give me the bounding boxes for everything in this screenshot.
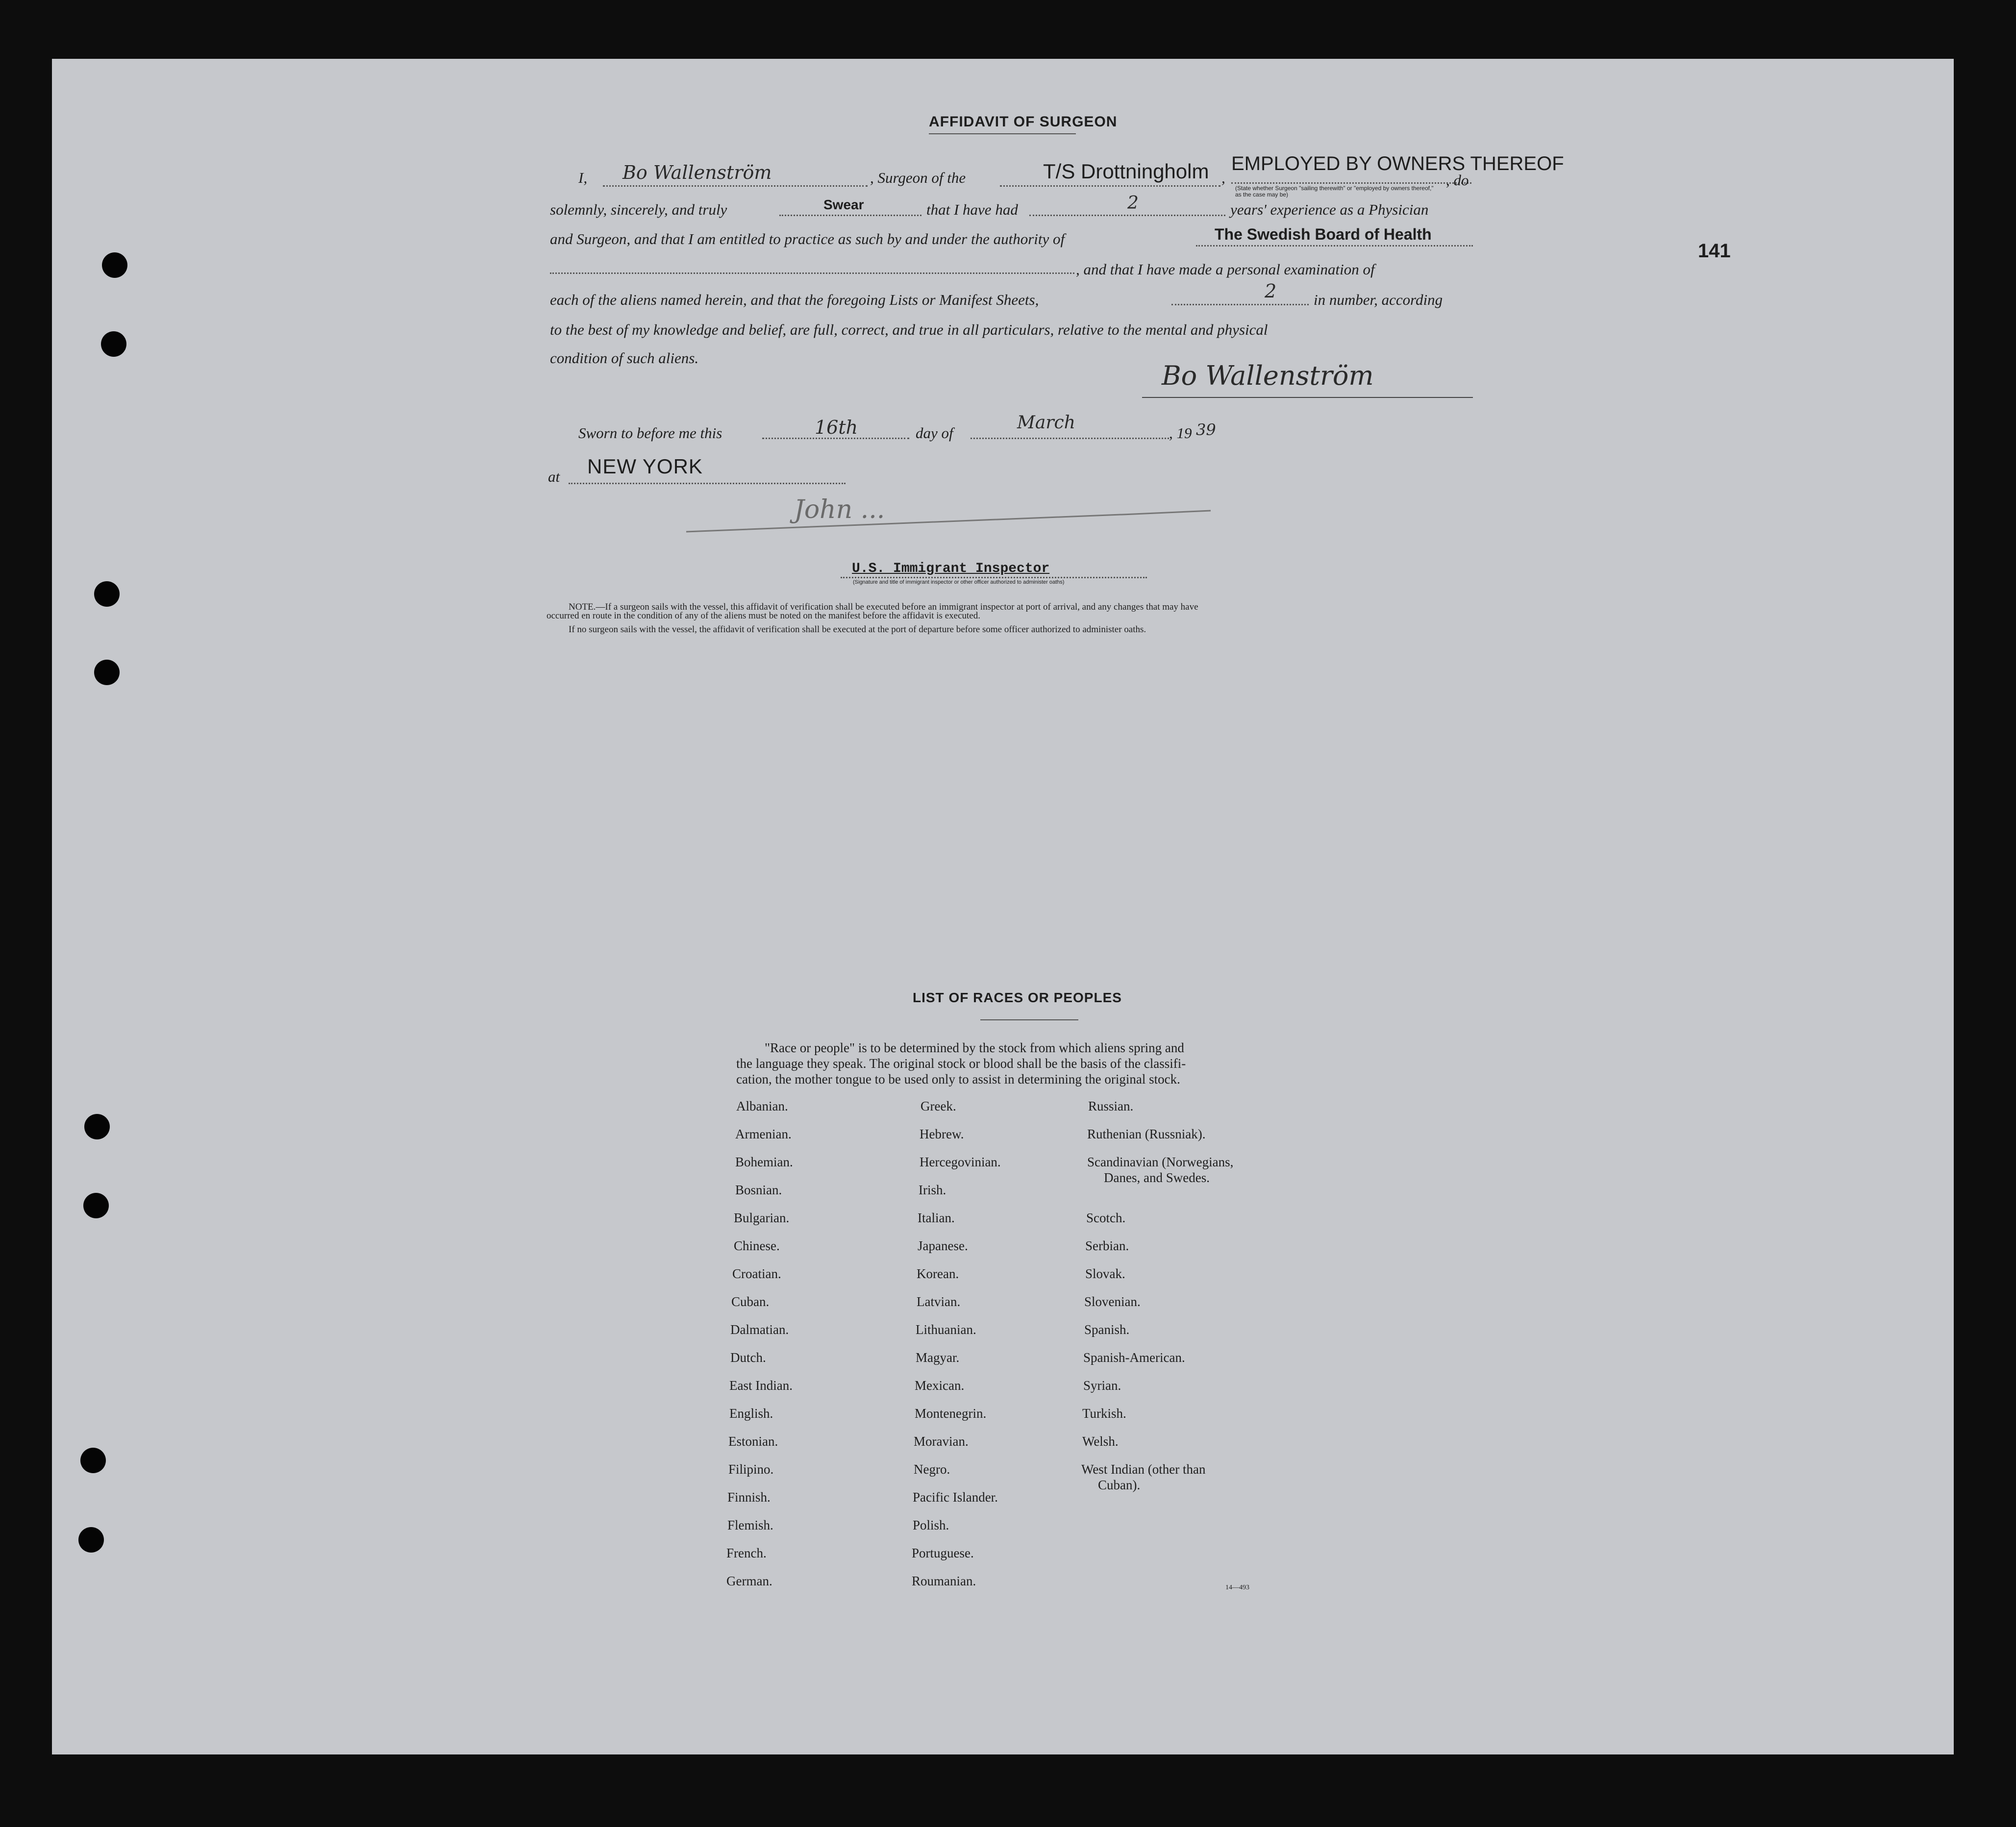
race-item: Pacific Islander.: [913, 1490, 998, 1505]
race-item: Cuban).: [1098, 1478, 1141, 1492]
page-number: 141: [1698, 240, 1731, 262]
title-rule: [929, 133, 1076, 134]
race-item: Russian.: [1088, 1099, 1134, 1113]
race-item: Lithuanian.: [916, 1322, 976, 1337]
vessel-line: [1000, 185, 1220, 187]
race-item: Syrian.: [1083, 1378, 1121, 1393]
line2-c: years' experience as a Physician: [1230, 201, 1429, 218]
binder-hole: [94, 581, 120, 607]
race-item: Finnish.: [727, 1490, 771, 1505]
inspector-title: U.S. Immigrant Inspector: [852, 561, 1050, 576]
race-item: Latvian.: [917, 1294, 961, 1309]
inspector-signature: John ...: [794, 495, 885, 524]
race-item: Korean.: [917, 1266, 959, 1281]
race-item: Bohemian.: [735, 1155, 793, 1169]
race-item: Ruthenian (Russniak).: [1087, 1127, 1206, 1141]
note-line1: NOTE.—If a surgeon sails with the vessel, this affidavit of verification shall be executed before an immigrant inspector at port of arrival, and any changes that may have: [569, 602, 1198, 612]
races-intro-1: "Race or people" is to be determined by the stock from which aliens spring and: [765, 1040, 1184, 1055]
line2-b: that I have had: [926, 201, 1018, 218]
race-item: Slovenian.: [1084, 1294, 1141, 1309]
line3-a: and Surgeon, and that I am entitled to practice as such by and under the authority of: [550, 230, 1065, 247]
race-item: Hebrew.: [920, 1127, 964, 1141]
line6: to the best of my knowledge and belief, are full, correct, and true in all particulars, relative to the mental and physical: [550, 321, 1268, 338]
race-item: Portuguese.: [912, 1546, 974, 1560]
signature-flourish: [681, 505, 1220, 539]
employment-line: [1231, 182, 1471, 184]
vessel-name: T/S Drottningholm: [1043, 160, 1209, 183]
surgeon-signature: Bo Wallenström: [1162, 360, 1374, 391]
line5-a: each of the aliens named herein, and that the foregoing Lists or Manifest Sheets,: [550, 291, 1039, 308]
affidavit-title: AFFIDAVIT OF SURGEON: [929, 114, 1118, 130]
sheets-value: 2: [1265, 280, 1277, 302]
oath-word: Swear: [823, 197, 864, 212]
line2-a: solemnly, sincerely, and truly: [550, 201, 727, 218]
race-item: Serbian.: [1085, 1238, 1129, 1253]
note-line2: occurred en route in the condition of any of the aliens must be noted on the manifest before the affidavit is executed.: [547, 611, 980, 621]
race-item: Japanese.: [918, 1238, 968, 1253]
race-item: Roumanian.: [912, 1574, 976, 1588]
month-line: [971, 438, 1169, 439]
line4-a: , and that I have made a personal examination of: [1076, 261, 1375, 278]
note-line3: If no surgeon sails with the vessel, the affidavit of verification shall be executed at the port of departure before some officer authorized to administer oaths.: [569, 624, 1146, 635]
binder-hole: [102, 252, 127, 278]
race-item: Filipino.: [728, 1462, 774, 1477]
race-item: English.: [729, 1406, 773, 1421]
binder-hole: [80, 1448, 106, 1473]
race-item: Hercegovinian.: [920, 1155, 1001, 1169]
authority-line: [1196, 245, 1473, 247]
employment-status: EMPLOYED BY OWNERS THEREOF: [1231, 153, 1564, 174]
sworn-year: 39: [1196, 420, 1216, 439]
race-item: Spanish.: [1084, 1322, 1130, 1337]
race-item: Italian.: [918, 1210, 955, 1225]
binder-hole: [78, 1527, 104, 1553]
race-item: Slovak.: [1085, 1266, 1125, 1281]
surgeon-name-line: [603, 185, 868, 187]
race-item: Spanish-American.: [1083, 1350, 1185, 1365]
races-intro-3: cation, the mother tongue to be used only to assist in determining the original stock.: [736, 1072, 1180, 1086]
oath-line: [779, 215, 921, 216]
races-intro-2: the language they speak. The original stock or blood shall be the basis of the classifi-: [736, 1056, 1186, 1071]
line1-i: I,: [578, 169, 588, 186]
authority-line-continued: [550, 272, 1074, 274]
race-item: Polish.: [913, 1518, 949, 1532]
race-item: Chinese.: [734, 1238, 780, 1253]
race-item: Moravian.: [914, 1434, 969, 1449]
years-line: [1029, 215, 1225, 216]
race-item: Bulgarian.: [734, 1210, 790, 1225]
race-item: Irish.: [919, 1183, 946, 1197]
sworn-month: March: [1017, 413, 1075, 433]
race-item: West Indian (other than: [1081, 1462, 1206, 1477]
sworn-year-prefix: , 19: [1169, 424, 1192, 442]
signature-line: [1142, 397, 1473, 398]
years-value: 2: [1127, 193, 1139, 213]
at-label: at: [548, 468, 560, 485]
race-item: Croatian.: [732, 1266, 781, 1281]
race-item: Danes, and Swedes.: [1104, 1170, 1210, 1185]
race-item: Scotch.: [1086, 1210, 1126, 1225]
inspector-line: [841, 577, 1147, 578]
sworn-b: day of: [916, 424, 953, 442]
sworn-a: Sworn to before me this: [578, 424, 722, 442]
line7: condition of such aliens.: [550, 349, 699, 367]
race-item: Dalmatian.: [730, 1322, 789, 1337]
race-item: Welsh.: [1082, 1434, 1119, 1449]
race-item: Montenegrin.: [915, 1406, 987, 1421]
race-item: Armenian.: [735, 1127, 792, 1141]
employment-hint: (State whether Surgeon "sailing therewith" or "employed by owners thereof," as the case may be): [1235, 185, 1434, 198]
line1-surgeon-of: , Surgeon of the: [870, 169, 966, 186]
sworn-day: 16th: [815, 417, 858, 438]
races-title: LIST OF RACES OR PEOPLES: [913, 990, 1122, 1005]
line1-do: , do: [1446, 172, 1469, 189]
binder-hole: [83, 1193, 109, 1218]
race-item: Cuban.: [731, 1294, 770, 1309]
race-item: Greek.: [921, 1099, 956, 1113]
race-item: Magyar.: [916, 1350, 960, 1365]
race-item: French.: [726, 1546, 767, 1560]
binder-hole: [101, 331, 126, 357]
line5-b: in number, according: [1314, 291, 1443, 308]
race-item: Turkish.: [1082, 1406, 1126, 1421]
race-item: Negro.: [914, 1462, 950, 1477]
sheets-line: [1171, 304, 1309, 305]
race-item: Scandinavian (Norwegians,: [1087, 1155, 1234, 1169]
race-item: Estonian.: [728, 1434, 778, 1449]
form-number: 14—493: [1225, 1584, 1249, 1591]
race-item: Dutch.: [730, 1350, 766, 1365]
race-item: Flemish.: [727, 1518, 773, 1532]
race-item: East Indian.: [729, 1378, 793, 1393]
place-value: NEW YORK: [587, 455, 703, 478]
authority-value: The Swedish Board of Health: [1215, 225, 1432, 243]
race-item: Albanian.: [736, 1099, 788, 1113]
inspector-hint: (Signature and title of immigrant inspector or other officer authorized to administer oaths): [853, 579, 1065, 585]
race-item: Mexican.: [915, 1378, 965, 1393]
comma: ,: [1221, 169, 1225, 186]
place-line: [569, 483, 846, 484]
race-item: German.: [726, 1574, 772, 1588]
race-item: Bosnian.: [735, 1183, 782, 1197]
document-sheet: [52, 59, 1954, 1754]
binder-hole: [94, 660, 120, 685]
surgeon-name: Bo Wallenström: [622, 162, 772, 183]
binder-hole: [84, 1114, 110, 1139]
races-title-rule: [980, 1019, 1078, 1020]
